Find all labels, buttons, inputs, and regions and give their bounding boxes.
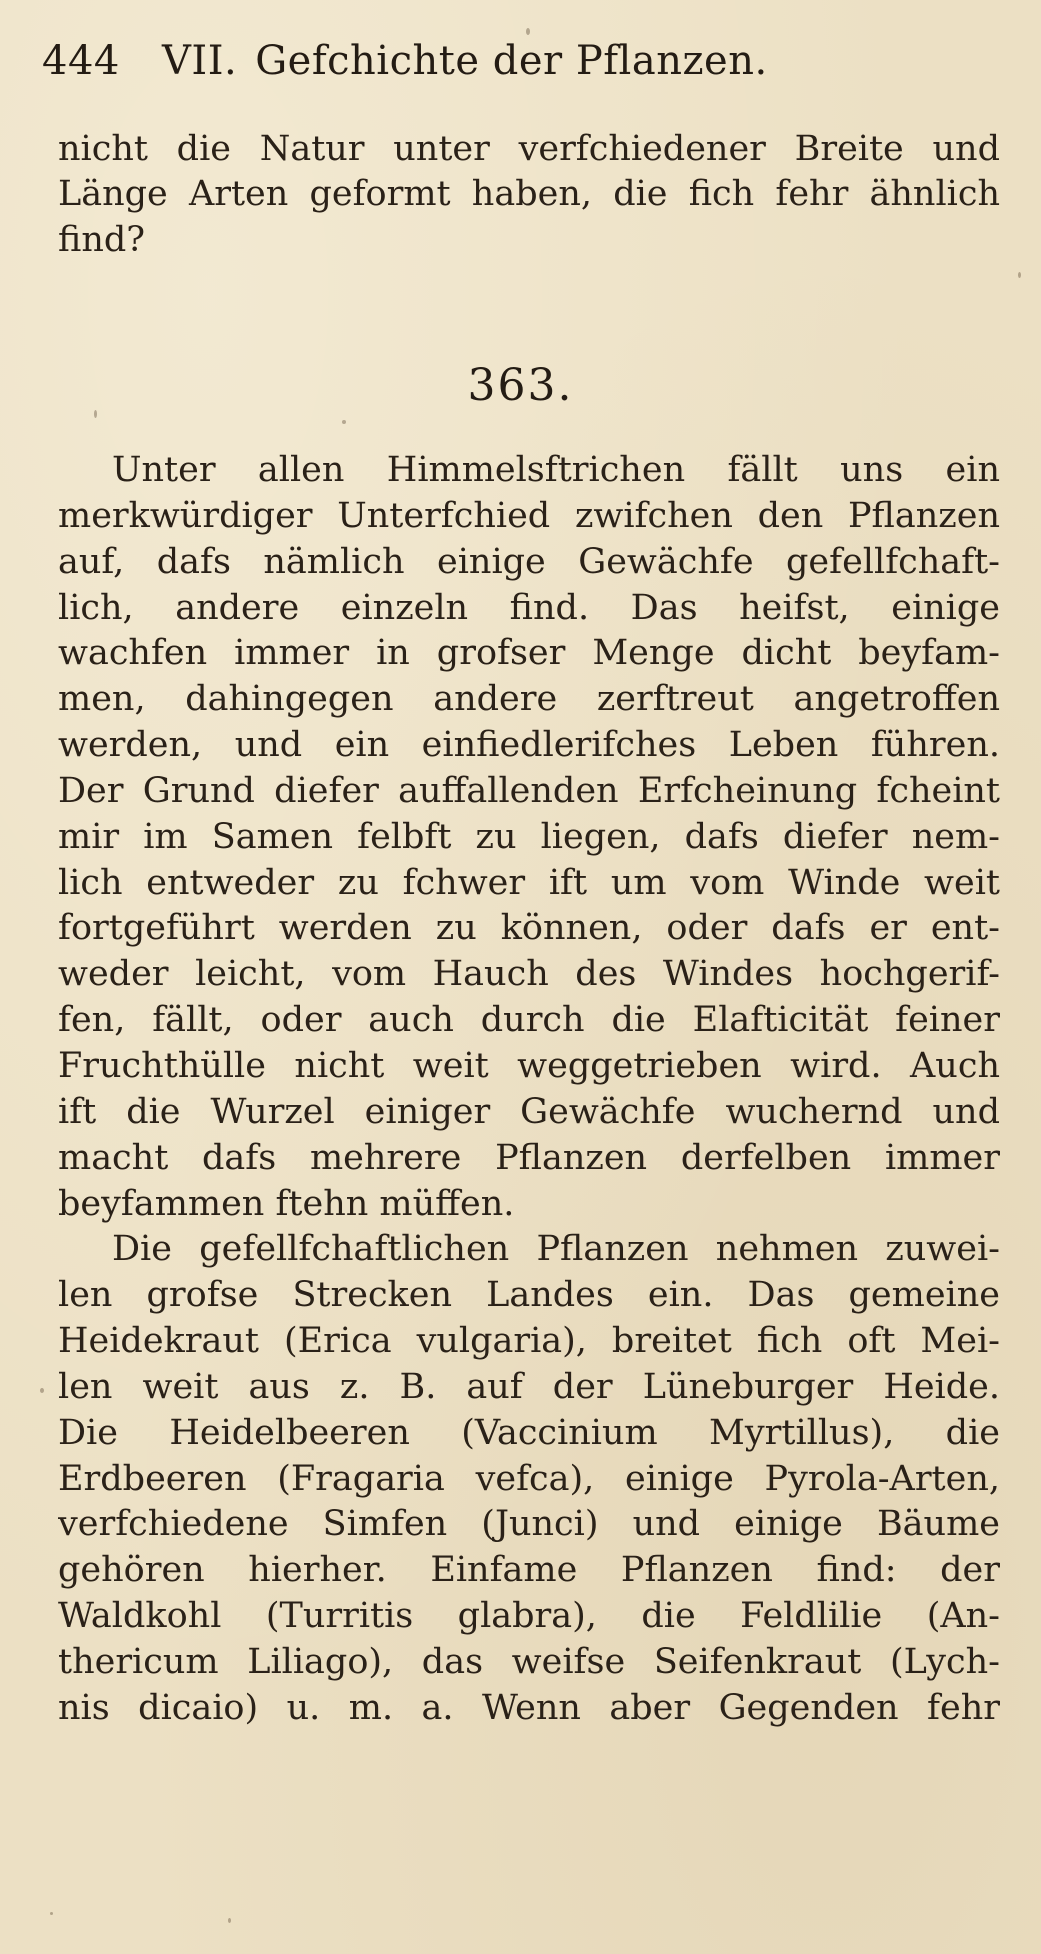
chapter-title: Gefchichte der Pflanzen. — [255, 38, 768, 84]
text-line: gehören hierher. Einfame Pflanzen find: der — [58, 1550, 1000, 1591]
text-line: verfchiedene Simfen (Junci) und einige Bäume — [58, 1504, 1000, 1545]
text-line: thericum Liliago), das weifse Seifenkraut (Lych- — [58, 1641, 1000, 1682]
text-line: Der Grund diefer auffallenden Erfcheinung fcheint — [58, 770, 1000, 811]
text-line: Länge Arten geformt haben, die fich fehr ähnlich — [58, 174, 1000, 215]
text-line: weder leicht, vom Hauch des Windes hochgerif- — [58, 954, 1000, 995]
paper-speck — [94, 410, 97, 418]
text-line: nis dicaio) u. m. a. Wenn aber Gegenden fehr — [58, 1687, 1000, 1728]
page-number: 444 — [42, 38, 120, 84]
text-line: fen, fällt, oder auch durch die Elafticität feiner — [58, 1000, 1000, 1041]
text-line: nicht die Natur unter verfchiedener Breite und — [58, 129, 1000, 169]
paper-speck — [526, 28, 530, 35]
paper-speck — [1018, 272, 1021, 278]
text-line: macht dafs mehrere Pflanzen derfelben immer — [58, 1137, 1000, 1178]
text-line: Waldkohl (Turritis glabra), die Feldlilie (An- — [58, 1596, 1000, 1637]
text-line: wachfen immer in grofser Menge dicht beyfam- — [58, 633, 1000, 674]
text-line: lich, andere einzeln find. Das heifst, einige — [58, 587, 1000, 628]
paper-speck — [40, 1388, 44, 1393]
text-line: Fruchthülle nicht weit weggetrieben wird. Auch — [58, 1045, 1000, 1086]
top-paragraph — [58, 127, 1000, 263]
running-header — [42, 38, 981, 98]
text-line: mir im Samen felbft zu liegen, dafs diefer nem- — [58, 816, 1000, 857]
paper-speck — [342, 420, 346, 424]
text-line: find? — [58, 219, 146, 260]
section-number: 363. — [467, 360, 574, 411]
text-line: Unter allen Himmelsftrichen fällt uns ein — [112, 450, 1000, 490]
chapter-number: VII. — [162, 38, 238, 84]
text-line: beyfammen ftehn müffen. — [58, 1183, 515, 1224]
text-line: men, dahingegen andere zerftreut angetroffen — [58, 679, 1000, 720]
text-line: Erdbeeren (Fragaria vefca), einige Pyrola-Arten, — [58, 1458, 1000, 1499]
text-line: Die gefellfchaftlichen Pflanzen nehmen zuwei- — [112, 1229, 1000, 1270]
text-line: Die Heidelbeeren (Vaccinium Myrtillus), die — [58, 1412, 1000, 1453]
paper-speck — [50, 1912, 53, 1915]
text-line: werden, und ein einfiedlerifches Leben führen. — [58, 725, 1000, 766]
text-line: len grofse Strecken Landes ein. Das gemeine — [58, 1275, 1000, 1316]
paper-speck — [228, 1918, 231, 1923]
text-line: lich entweder zu fchwer ift um vom Winde weit — [58, 862, 1000, 903]
text-line: Heidekraut (Erica vulgaria), breitet fich oft Mei- — [58, 1321, 1000, 1362]
text-line: merkwürdiger Unterfchied zwifchen den Pflanzen — [58, 495, 1000, 536]
text-line: ift die Wurzel einiger Gewächfe wuchernd und — [58, 1091, 1000, 1132]
text-line: len weit aus z. B. auf der Lüneburger Heide. — [58, 1366, 1000, 1407]
text-line: fortgeführt werden zu können, oder dafs er ent- — [58, 908, 1000, 949]
main-text — [58, 448, 1000, 1732]
text-line: auf, dafs nämlich einige Gewächfe gefellfchaft- — [58, 541, 1000, 582]
